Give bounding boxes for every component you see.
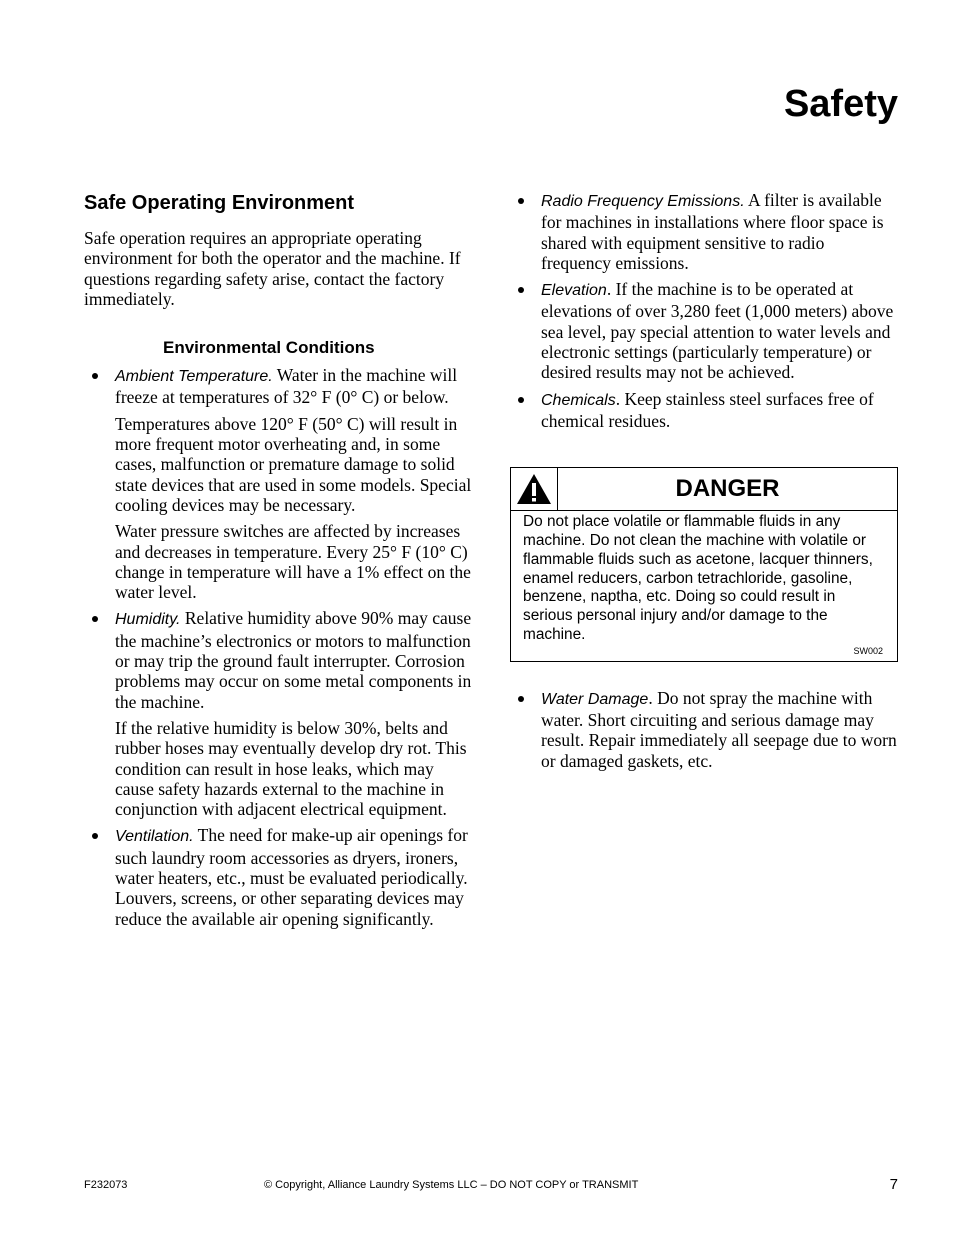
- bullet-icon: [518, 198, 524, 204]
- list-item-text: [541, 279, 898, 382]
- bullet-icon: [92, 616, 98, 622]
- list-item-body: . Do not spray the machine with water. Short circuiting and serious damage may result. Repair immediately all seepage due to worn or damaged gaskets, etc.: [541, 687, 897, 771]
- danger-body: [511, 511, 897, 661]
- environment-list: [84, 365, 474, 929]
- danger-header: [511, 468, 897, 511]
- list-item-humidity: [84, 608, 474, 819]
- list-item-text: [115, 608, 474, 711]
- list-item-body: Water in the machine will freeze at temperatures of 32° F (0° C) or below.: [115, 365, 458, 408]
- list-item-ambient-temperature: [84, 365, 474, 602]
- page-title: Safety: [783, 83, 898, 125]
- bullet-icon: [92, 373, 98, 379]
- list-item-term: Chemicals: [541, 391, 616, 409]
- list-item-ventilation: [84, 825, 474, 928]
- intro-paragraph: Safe operation requires an appropriate operating environment for both the operator and the machine. If questions regarding safety arise, contact the factory immediately.: [84, 228, 461, 309]
- list-item-chemicals: [510, 389, 898, 432]
- list-item-body: The need for make-up air openings for such laundry room accessories as dryers, ironers, water heaters, etc., must be evaluated periodically. Louvers, screens, or other separating devices may reduce the available air opening significantly.: [115, 825, 468, 929]
- list-item-term: Humidity.: [115, 611, 181, 629]
- list-item-term: Ventilation.: [115, 828, 194, 846]
- list-item-term: Ambient Temperature.: [115, 368, 273, 386]
- list-item-body: A filter is available for machines in installations where floor space is shared with equipment sensitive to radio frequency emissions.: [541, 190, 884, 273]
- bullet-icon: [518, 397, 524, 403]
- continuation-paragraph: Water pressure switches are affected by increases and decreases in temperature. Every 25° F (10° C) change in temperature will have a 1% effect on the water level.: [115, 521, 471, 603]
- page-footer: [0, 1176, 954, 1196]
- bullet-icon: [518, 287, 524, 293]
- copyright-notice: © Copyright, Alliance Laundry Systems LLC – DO NOT COPY or TRANSMIT: [264, 1179, 639, 1191]
- list-item-elevation: [510, 279, 898, 382]
- list-item-term: Radio Frequency Emissions.: [541, 193, 745, 210]
- environment-list-after-danger: [510, 688, 898, 771]
- document-number: F232073: [84, 1179, 128, 1191]
- right-column: [510, 190, 898, 777]
- bullet-icon: [518, 696, 524, 702]
- bullet-icon: [92, 833, 98, 839]
- list-item-radio-frequency: [510, 190, 898, 273]
- list-item-text: [115, 825, 474, 928]
- list-item-term: Water Damage: [541, 690, 649, 708]
- list-item-body: Relative humidity above 90% may cause the machine’s electronics or motors to malfunction or may trip the ground fault interrupter. Corrosion problems may occur on some metal components in the machine.: [115, 608, 472, 712]
- list-item-body: . If the machine is to be operated at elevations of over 3,280 feet (1,000 meters) above sea level, pay special attention to water levels and electronic settings (particularly temperature) or desired results may not be achieved.: [541, 279, 894, 383]
- list-item-text: [115, 365, 474, 408]
- section-heading: Safe Operating Environment: [84, 192, 355, 214]
- list-item-text: [541, 389, 898, 432]
- danger-code: SW002: [853, 645, 883, 656]
- list-item-body: . Keep stainless steel surfaces free of chemical residues.: [541, 388, 874, 431]
- list-item-water-damage: [510, 688, 898, 771]
- danger-text: Do not place volatile or flammable fluids in any machine. Do not clean the machine with volatile or flammable fluids such as acetone, lacquer thinners, enamel reducers, carbon tetrachloride, gasoline, benzene, naptha, etc. Doing so could result in serious personal injury and/or damage to the machine.: [523, 513, 873, 644]
- list-item-text: [541, 688, 898, 771]
- danger-notice: [510, 467, 898, 662]
- environment-list-continued: [510, 190, 898, 431]
- environmental-conditions-heading: Environmental Conditions: [163, 338, 375, 358]
- left-column: [84, 190, 474, 935]
- list-item-text: [541, 190, 898, 273]
- continuation-paragraph: Temperatures above 120° F (50° C) will result in more frequent motor overheating and, in some cases, malfunction or premature damage to solid state devices that are used in some models. Special cooling devices may be necessary.: [115, 413, 472, 515]
- page-number: 7: [889, 1176, 898, 1193]
- list-item-term: Elevation: [541, 282, 607, 300]
- warning-triangle-icon: [515, 472, 553, 506]
- danger-icon-cell: [511, 468, 558, 510]
- danger-title: DANGER: [675, 475, 780, 503]
- continuation-paragraph: If the relative humidity is below 30%, belts and rubber hoses may eventually develop dry rot. This condition can result in hose leaks, which may cause safety hazards external to the machine in conjunction with adjacent electrical equipment.: [115, 717, 467, 820]
